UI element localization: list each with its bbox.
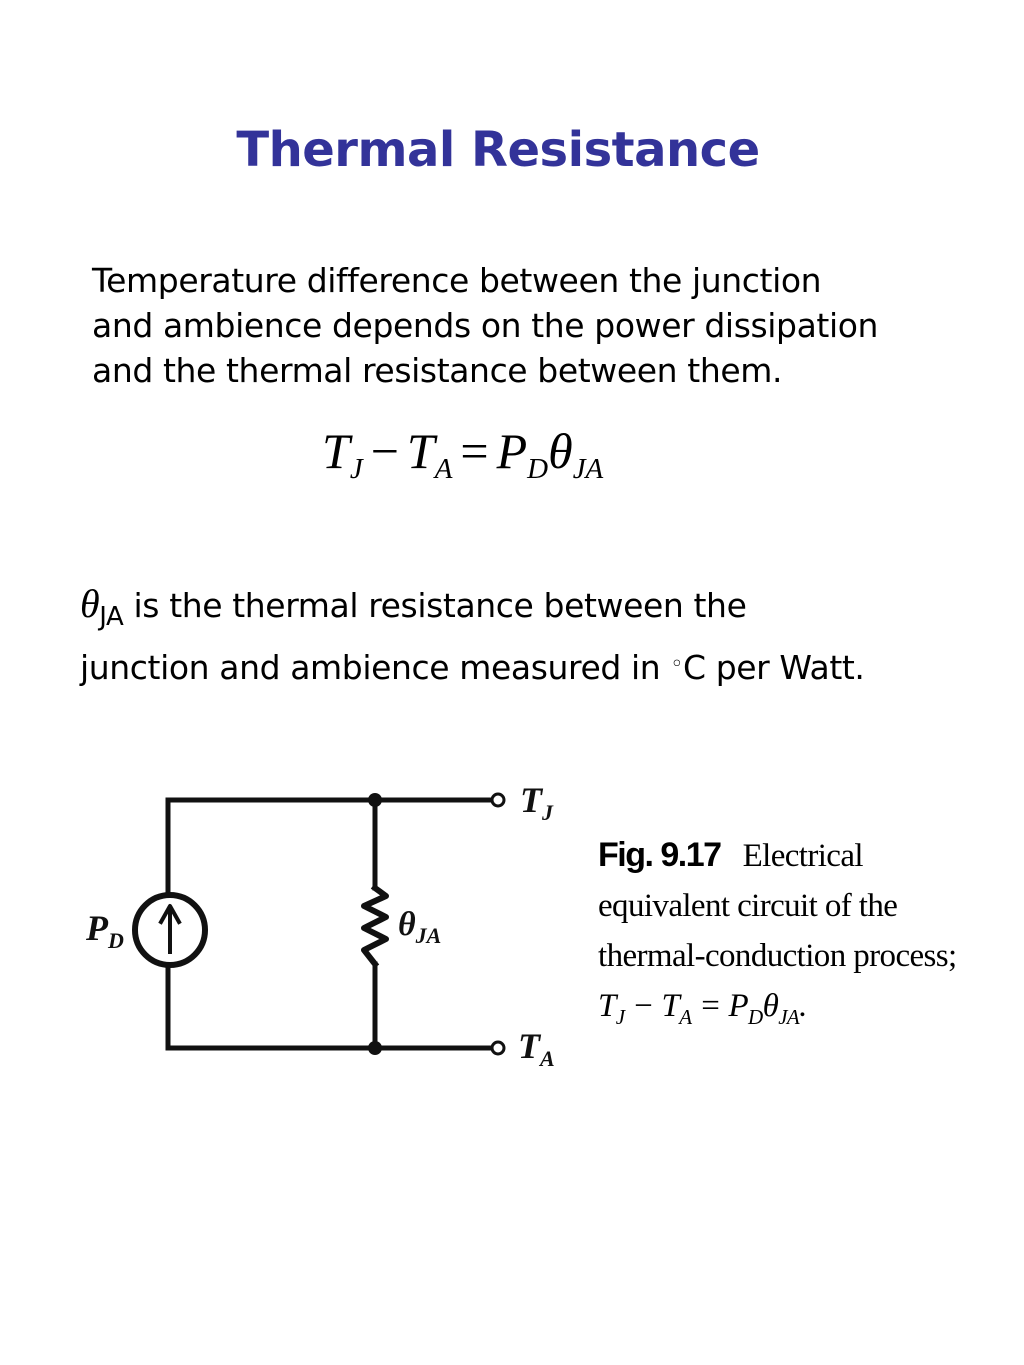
theta-subscript: JA	[99, 602, 124, 632]
eq-minus: −	[370, 423, 399, 479]
degree-symbol: ◦	[670, 652, 683, 677]
eq-p: P	[496, 423, 528, 479]
bottom-junction-dot	[368, 1041, 382, 1055]
bottom-terminal	[492, 1042, 504, 1054]
caption-eq-sub-j: J	[615, 1005, 625, 1029]
caption-eq-equals: =	[691, 988, 729, 1024]
caption-eq-period: .	[799, 988, 807, 1024]
definition-text: C per Watt.	[682, 648, 865, 687]
caption-eq-sub-d: D	[748, 1005, 763, 1029]
figure-caption	[598, 830, 1018, 1042]
caption-text: Electrical	[742, 838, 863, 874]
caption-eq-t: T	[661, 988, 680, 1024]
caption-eq-sub-ja: JA	[778, 1005, 800, 1029]
eq-sub-ja: JA	[572, 453, 604, 485]
intro-paragraph	[92, 258, 952, 393]
equivalent-circuit-diagram	[70, 760, 570, 1100]
intro-line: Temperature difference between the junction	[92, 261, 822, 300]
eq-t: T	[322, 423, 350, 479]
resistor-label: $\theta_{JA}$	[398, 906, 442, 948]
definition-line	[80, 580, 980, 641]
intro-line: and the thermal resistance between them.	[92, 351, 783, 390]
caption-eq-sub-a: A	[679, 1005, 692, 1029]
caption-eq-theta: θ	[762, 988, 779, 1024]
theta-symbol: θ	[80, 581, 100, 626]
caption-line	[598, 830, 1018, 881]
resistor-zigzag	[364, 888, 386, 964]
definition-text: is the thermal resistance between the	[123, 586, 747, 625]
figure-number: Fig. 9.17	[598, 836, 721, 874]
top-junction-dot	[368, 793, 382, 807]
intro-line: and ambience depends on the power dissipation	[92, 306, 879, 345]
source-label: $P_D$	[86, 908, 124, 953]
eq-sub-d: D	[527, 453, 549, 485]
top-terminal-label: $T_J$	[520, 780, 553, 825]
caption-equation	[598, 981, 1018, 1042]
top-terminal	[492, 794, 504, 806]
caption-line: equivalent circuit of the	[598, 888, 898, 924]
slide-title: Thermal Resistance	[236, 122, 760, 178]
caption-eq-t: T	[598, 988, 616, 1024]
eq-t: T	[406, 423, 435, 479]
caption-line: thermal-conduction process;	[598, 938, 957, 974]
bottom-terminal-label: $T_A$	[518, 1026, 555, 1071]
eq-equals: =	[460, 423, 489, 479]
definition-line	[80, 641, 980, 691]
caption-eq-minus: −	[624, 988, 662, 1024]
definition-text: junction and ambience measured in	[80, 648, 671, 687]
caption-eq-p: P	[728, 988, 748, 1024]
eq-sub-a: A	[434, 453, 453, 485]
eq-sub-j: J	[349, 453, 363, 485]
eq-theta: θ	[548, 423, 573, 479]
thermal-equation	[322, 422, 603, 486]
definition-paragraph	[80, 580, 980, 691]
